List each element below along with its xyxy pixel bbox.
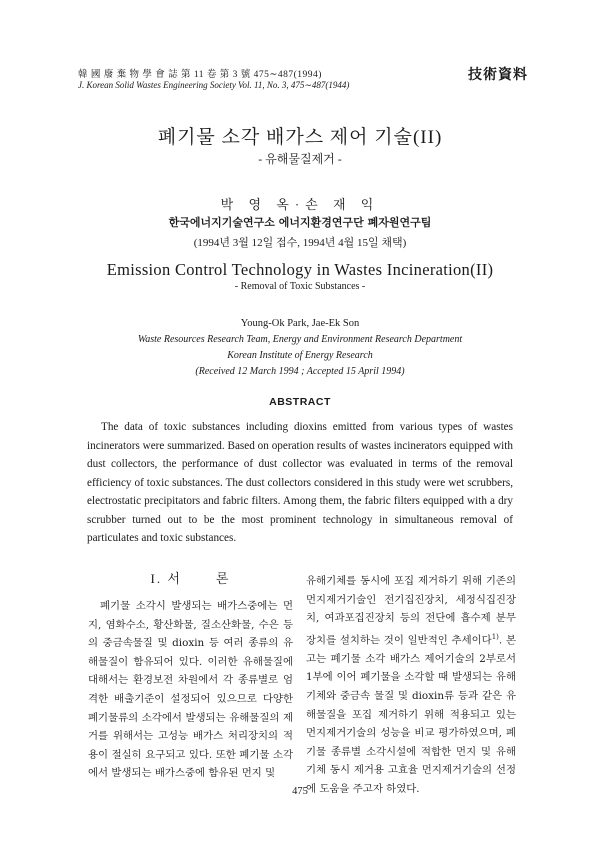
dates-english: (Received 12 March 1994 ; Accepted 15 April 1994): [195, 366, 405, 377]
section-title: 론: [215, 571, 231, 586]
section-number: I. 서: [150, 571, 182, 586]
abstract-heading: ABSTRACT: [269, 396, 331, 408]
dates-korean: (1994년 3월 12일 접수, 1994년 4월 15일 채택): [193, 237, 407, 249]
abstract-body: [87, 418, 513, 548]
paper-subtitle-korean: - 유해물질제거 -: [258, 152, 342, 166]
intro-text-part-a: 유해기체를 동시에 포집 제거하기 위해 기존의 먼지제거기술인 전기집진장치, 세정식집진장치, 여과포집진장치 등의 전단에 흡수제 분무장치를 설치하는 것이 일반적인 추세이다: [306, 575, 516, 647]
left-column: [88, 568, 293, 783]
page-number: 475: [292, 786, 308, 797]
journal-header-korean: 韓 國 廢 棄 物 學 會 誌 第 11 卷 第 3 號 475∼487(1994): [78, 70, 322, 80]
citation-superscript: 1): [491, 632, 499, 641]
paper-subtitle-english: - Removal of Toxic Substances -: [234, 281, 366, 292]
section-tag: 技術資料: [468, 67, 528, 83]
intro-paragraph-left: 폐기물 소각시 발생되는 배가스중에는 먼지, 염화수소, 황산화물, 질소산화물, 수은 등의 중금속물질 및 dioxin 등 여러 종류의 유해물질이 함유되어 있다. 이러한 유해물질에 대해서는 환경보전 차원에서 각 종류별로 엄격한 배출기준이 설정되어 있으므로 다양한 폐기물류의 소각에서 발생되는 유해물질의 제거를 위해서는 고성능 배가스 처리장치의 적용이 절실히 요구되고 있다. 또한 폐기물 소각에서 발생되는 배가스중에 함유된 먼지 및: [88, 600, 293, 780]
paper-title-korean: 폐기물 소각 배가스 제어 기술(II): [157, 127, 443, 148]
section-heading: [88, 568, 293, 587]
journal-header-english: J. Korean Solid Wastes Engineering Society Vol. 11, No. 3, 475∼487(1944): [78, 80, 350, 90]
paper-title-english: Emission Control Technology in Wastes Incineration(II): [106, 260, 494, 279]
affiliation-english-team: Waste Resources Research Team, Energy and Environment Research Department: [137, 334, 463, 345]
intro-paragraph-right: [306, 572, 516, 799]
affiliation-korean: 한국에너지기술연구소 에너지환경연구단 폐자원연구팀: [168, 216, 432, 229]
authors-korean: 박 영 옥·손 재 익: [220, 197, 380, 212]
right-column: [306, 572, 516, 799]
intro-text-part-b: . 본고는 폐기물 소각 배가스 제어기술의 2부로서 1부에 이어 폐기물을 소각할 때 발생되는 유해기체와 중금속 물질 및 dioxin류 등과 같은 유해물질을 포집 제거하기 위해 적용되고 있는 먼지제거기술의 성능을 비교 평가하였으며, 폐기물 종류별 소각시설에 적합한 먼지 및 유해기체 동시 제거용 고효율 먼지제거기술의 선정에 도움을 주고자 하였다.: [306, 634, 516, 795]
affiliation-english-institute: Korean Institute of Energy Research: [227, 350, 373, 361]
authors-english: Young-Ok Park, Jae-Ek Son: [240, 318, 360, 329]
abstract-text: The data of toxic substances including dioxins emitted from various types of wastes incinerators were summarized. Based on operation results of wastes incinerators equipped with dust collectors, the performance of dust collector was evaluated in terms of the removal efficiency of toxic substances. The dust collectors considered in this study were wet scrubbers, electrostatic precipitators and fabric filters. Among them, the fabric filters equipped with a dry scrubber turned out to be the most prominent technology in simultaneous removal of particulates and toxic substances.: [87, 421, 513, 544]
